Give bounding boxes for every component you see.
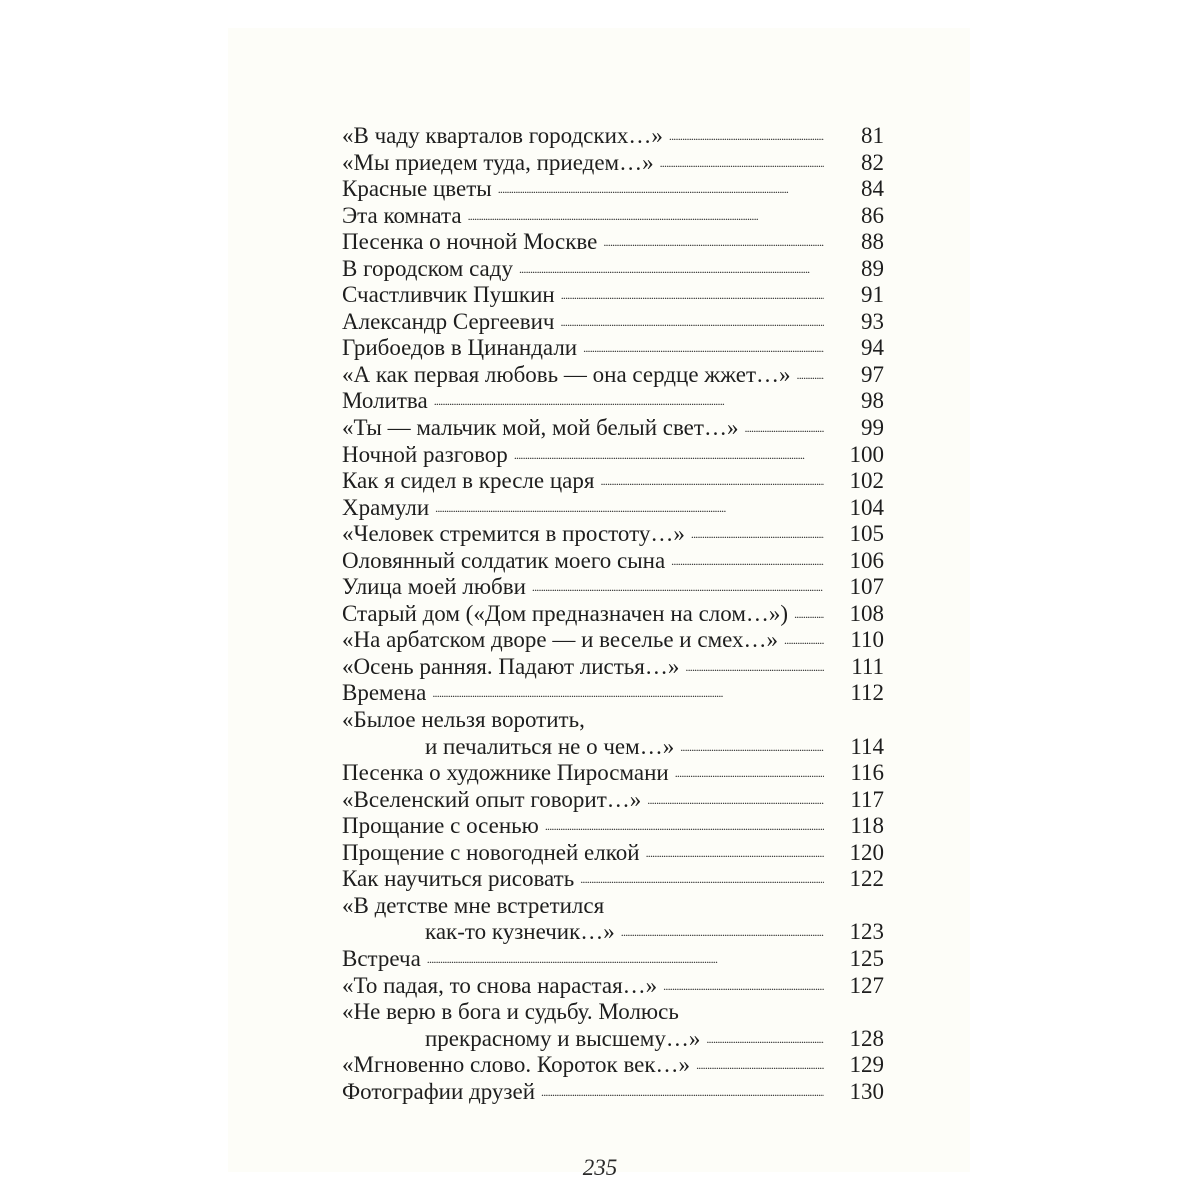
toc-page-number: 84 bbox=[861, 176, 884, 202]
toc-entry bbox=[342, 229, 884, 256]
toc-entry-title: Прощение с новогодней елкой bbox=[342, 839, 640, 865]
toc-page-number: 94 bbox=[861, 335, 884, 361]
toc-entry bbox=[342, 627, 884, 654]
toc-entry bbox=[342, 946, 884, 973]
toc-entry-line bbox=[342, 760, 884, 787]
toc-entry-line bbox=[342, 601, 884, 628]
toc-entry bbox=[342, 1052, 884, 1079]
dot-leader bbox=[603, 229, 824, 256]
toc-page-number: 125 bbox=[849, 945, 884, 971]
toc-entry bbox=[342, 548, 884, 575]
toc-entry bbox=[342, 442, 884, 469]
toc-entry-line bbox=[342, 866, 884, 893]
toc-entry bbox=[342, 256, 884, 283]
toc-entry bbox=[342, 707, 884, 760]
toc-entry-line bbox=[342, 1079, 884, 1106]
toc-entry-title: Александр Сергеевич bbox=[342, 308, 555, 334]
toc-entry bbox=[342, 973, 884, 1000]
toc-entry-title: Песенка о ночной Москве bbox=[342, 229, 598, 255]
toc-entry bbox=[342, 309, 884, 336]
toc-entry-title: «А как первая любовь — она сердце жжет…» bbox=[342, 361, 791, 387]
toc-page-number: 88 bbox=[861, 229, 884, 255]
dot-leader bbox=[583, 335, 824, 362]
toc-entry-line bbox=[342, 176, 884, 203]
toc-page-number: 117 bbox=[850, 786, 884, 812]
toc-entry-title: В городском саду bbox=[342, 255, 513, 281]
toc-entry-line bbox=[342, 707, 884, 734]
toc-page-number: 127 bbox=[849, 972, 884, 998]
toc-entry bbox=[342, 282, 884, 309]
toc-entry bbox=[342, 787, 884, 814]
toc-entry bbox=[342, 760, 884, 787]
toc-entry-title: Красные цветы bbox=[342, 176, 492, 202]
toc-page-number: 104 bbox=[849, 494, 884, 520]
dot-leader bbox=[600, 468, 824, 495]
toc-page-number: 114 bbox=[850, 733, 884, 759]
toc-entry-line bbox=[342, 229, 884, 256]
table-of-contents bbox=[342, 123, 884, 1105]
toc-entry-line bbox=[342, 468, 884, 495]
toc-entry bbox=[342, 574, 884, 601]
toc-entry-title: Грибоедов в Цинандали bbox=[342, 335, 578, 361]
toc-page-number: 81 bbox=[861, 123, 884, 148]
dot-leader bbox=[580, 866, 824, 893]
toc-page-number: 118 bbox=[850, 813, 884, 839]
toc-page-number: 110 bbox=[850, 627, 884, 653]
toc-entry-title: «В детстве мне встретился bbox=[342, 892, 605, 918]
toc-entry bbox=[342, 840, 884, 867]
toc-page-number: 105 bbox=[849, 521, 884, 547]
toc-entry-line bbox=[342, 256, 884, 283]
toc-entry-title: Ночной разговор bbox=[342, 441, 508, 467]
toc-entry-title: «Не верю в бога и судьбу. Молюсь bbox=[342, 999, 679, 1025]
dot-leader bbox=[646, 840, 824, 867]
dot-leader bbox=[680, 734, 824, 761]
toc-entry bbox=[342, 654, 884, 681]
dot-leader bbox=[560, 309, 824, 336]
toc-entry-title: «Мгновенно слово. Короток век…» bbox=[342, 1052, 691, 1078]
toc-page-number: 123 bbox=[849, 919, 884, 945]
toc-entry bbox=[342, 1079, 884, 1106]
toc-entry-line bbox=[342, 680, 884, 707]
toc-page-number: 99 bbox=[861, 415, 884, 441]
toc-entry-line bbox=[342, 574, 884, 601]
toc-entry-title: Оловянный солдатик моего сына bbox=[342, 547, 666, 573]
toc-entry bbox=[342, 813, 884, 840]
toc-page-number: 97 bbox=[861, 361, 884, 387]
toc-entry bbox=[342, 123, 884, 150]
toc-entry-line bbox=[342, 999, 884, 1026]
toc-page-number: 111 bbox=[851, 653, 884, 679]
toc-entry bbox=[342, 866, 884, 893]
dot-leader bbox=[669, 123, 824, 150]
dot-leader bbox=[514, 442, 824, 469]
toc-entry-line bbox=[342, 203, 884, 230]
toc-entry-title: «Былое нельзя воротить, bbox=[342, 707, 585, 733]
dot-leader bbox=[621, 919, 824, 946]
toc-entry-line bbox=[342, 946, 884, 973]
dot-leader bbox=[685, 654, 824, 681]
dot-leader bbox=[797, 362, 824, 389]
dot-leader bbox=[647, 787, 824, 814]
toc-page-number: 128 bbox=[849, 1025, 884, 1051]
toc-entry bbox=[342, 601, 884, 628]
toc-entry-title: Песенка о художнике Пиросмани bbox=[342, 760, 669, 786]
dot-leader bbox=[794, 601, 824, 628]
toc-page-number: 91 bbox=[861, 282, 884, 308]
toc-entry-title: Времена bbox=[342, 680, 427, 706]
toc-entry-title: «Мы приедем туда, приедем…» bbox=[342, 149, 654, 175]
toc-entry-title: Прощание с осенью bbox=[342, 813, 539, 839]
dot-leader bbox=[671, 548, 824, 575]
dot-leader bbox=[660, 150, 824, 177]
toc-page-number: 130 bbox=[849, 1078, 884, 1104]
toc-entry-title: «Человек стремится в простоту…» bbox=[342, 521, 685, 547]
toc-entry bbox=[342, 176, 884, 203]
toc-entry bbox=[342, 521, 884, 548]
toc-entry-line bbox=[342, 973, 884, 1000]
toc-entry-title: «То падая, то снова нарастая…» bbox=[342, 972, 658, 998]
toc-page-number: 108 bbox=[849, 600, 884, 626]
toc-entry-line bbox=[342, 362, 884, 389]
toc-entry-line bbox=[342, 388, 884, 415]
toc-entry-line bbox=[342, 442, 884, 469]
toc-entry-continuation-line bbox=[342, 1026, 884, 1053]
toc-entry-line bbox=[342, 150, 884, 177]
toc-entry bbox=[342, 388, 884, 415]
toc-page-number: 122 bbox=[849, 866, 884, 892]
toc-entry-line bbox=[342, 495, 884, 522]
toc-entry-title: Фотографии друзей bbox=[342, 1078, 536, 1104]
toc-entry bbox=[342, 335, 884, 362]
toc-entry-line bbox=[342, 521, 884, 548]
toc-page-number: 82 bbox=[861, 149, 884, 175]
dot-leader bbox=[561, 282, 824, 309]
toc-page-number: 129 bbox=[849, 1052, 884, 1078]
dot-leader bbox=[519, 256, 824, 283]
dot-leader bbox=[545, 813, 824, 840]
toc-entry-line bbox=[342, 415, 884, 442]
dot-leader bbox=[691, 521, 824, 548]
toc-entry-line bbox=[342, 335, 884, 362]
page-folio: 235 bbox=[582, 1155, 618, 1180]
dot-leader bbox=[744, 415, 824, 442]
toc-page-number: 120 bbox=[849, 839, 884, 865]
dot-leader bbox=[434, 388, 824, 415]
toc-entry-title: «В чаду кварталов городских…» bbox=[342, 123, 663, 148]
toc-entry-continuation-line bbox=[342, 919, 884, 946]
toc-entry-title: «На арбатском дворе — и веселье и смех…» bbox=[342, 627, 779, 653]
toc-entry-line bbox=[342, 787, 884, 814]
dot-leader bbox=[427, 946, 824, 973]
toc-entry-title: Как научиться рисовать bbox=[342, 866, 575, 892]
toc-entry-title: как-то кузнечик…» bbox=[425, 919, 615, 945]
dot-leader bbox=[432, 680, 824, 707]
toc-page-number: 100 bbox=[849, 441, 884, 467]
toc-entry-title: Молитва bbox=[342, 388, 428, 414]
toc-entry-title: Эта комната bbox=[342, 202, 462, 228]
toc-entry-line bbox=[342, 840, 884, 867]
toc-entry-line bbox=[342, 309, 884, 336]
toc-entry-title: Старый дом («Дом предназначен на слом…») bbox=[342, 600, 789, 626]
toc-entry bbox=[342, 362, 884, 389]
toc-entry-line bbox=[342, 123, 884, 150]
toc-entry-line bbox=[342, 813, 884, 840]
toc-entry-title: прекрасному и высшему…» bbox=[425, 1025, 701, 1051]
toc-entry-line bbox=[342, 1052, 884, 1079]
toc-entry-title: «Ты — мальчик мой, мой белый свет…» bbox=[342, 415, 739, 441]
toc-entry bbox=[342, 893, 884, 946]
toc-page-number: 102 bbox=[849, 468, 884, 494]
toc-entry-line bbox=[342, 654, 884, 681]
toc-entry-line bbox=[342, 893, 884, 920]
toc-entry-continuation-line bbox=[342, 734, 884, 761]
toc-entry-line bbox=[342, 627, 884, 654]
dot-leader bbox=[663, 973, 824, 1000]
toc-page-number: 98 bbox=[861, 388, 884, 414]
toc-entry-title: Улица моей любви bbox=[342, 574, 526, 600]
toc-entry-title: и печалиться не о чем…» bbox=[425, 733, 675, 759]
toc-page-number: 107 bbox=[849, 574, 884, 600]
dot-leader bbox=[498, 176, 824, 203]
toc-page-number: 116 bbox=[850, 760, 884, 786]
toc-entry bbox=[342, 468, 884, 495]
toc-page-number: 106 bbox=[849, 547, 884, 573]
toc-entry-title: Как я сидел в кресле царя bbox=[342, 468, 595, 494]
toc-entry-line bbox=[342, 548, 884, 575]
dot-leader bbox=[532, 574, 824, 601]
toc-entry bbox=[342, 415, 884, 442]
toc-entry-title: «Осень ранняя. Падают листья…» bbox=[342, 653, 680, 679]
toc-entry-title: «Вселенский опыт говорит…» bbox=[342, 786, 642, 812]
toc-page-number: 93 bbox=[861, 308, 884, 334]
toc-entry bbox=[342, 495, 884, 522]
toc-page-number: 86 bbox=[861, 202, 884, 228]
toc-entry-title: Храмули bbox=[342, 494, 430, 520]
dot-leader bbox=[435, 495, 824, 522]
toc-entry-line bbox=[342, 282, 884, 309]
toc-entry-title: Встреча bbox=[342, 945, 421, 971]
toc-entry-title: Счастливчик Пушкин bbox=[342, 282, 555, 308]
dot-leader bbox=[696, 1052, 824, 1079]
dot-leader bbox=[468, 203, 824, 230]
toc-entry bbox=[342, 203, 884, 230]
dot-leader bbox=[675, 760, 824, 787]
toc-page-number: 89 bbox=[861, 255, 884, 281]
dot-leader bbox=[541, 1079, 824, 1106]
toc-entry bbox=[342, 999, 884, 1052]
toc-entry bbox=[342, 680, 884, 707]
toc-entry bbox=[342, 150, 884, 177]
toc-page-number: 112 bbox=[850, 680, 884, 706]
dot-leader bbox=[784, 627, 824, 654]
dot-leader bbox=[706, 1026, 824, 1053]
